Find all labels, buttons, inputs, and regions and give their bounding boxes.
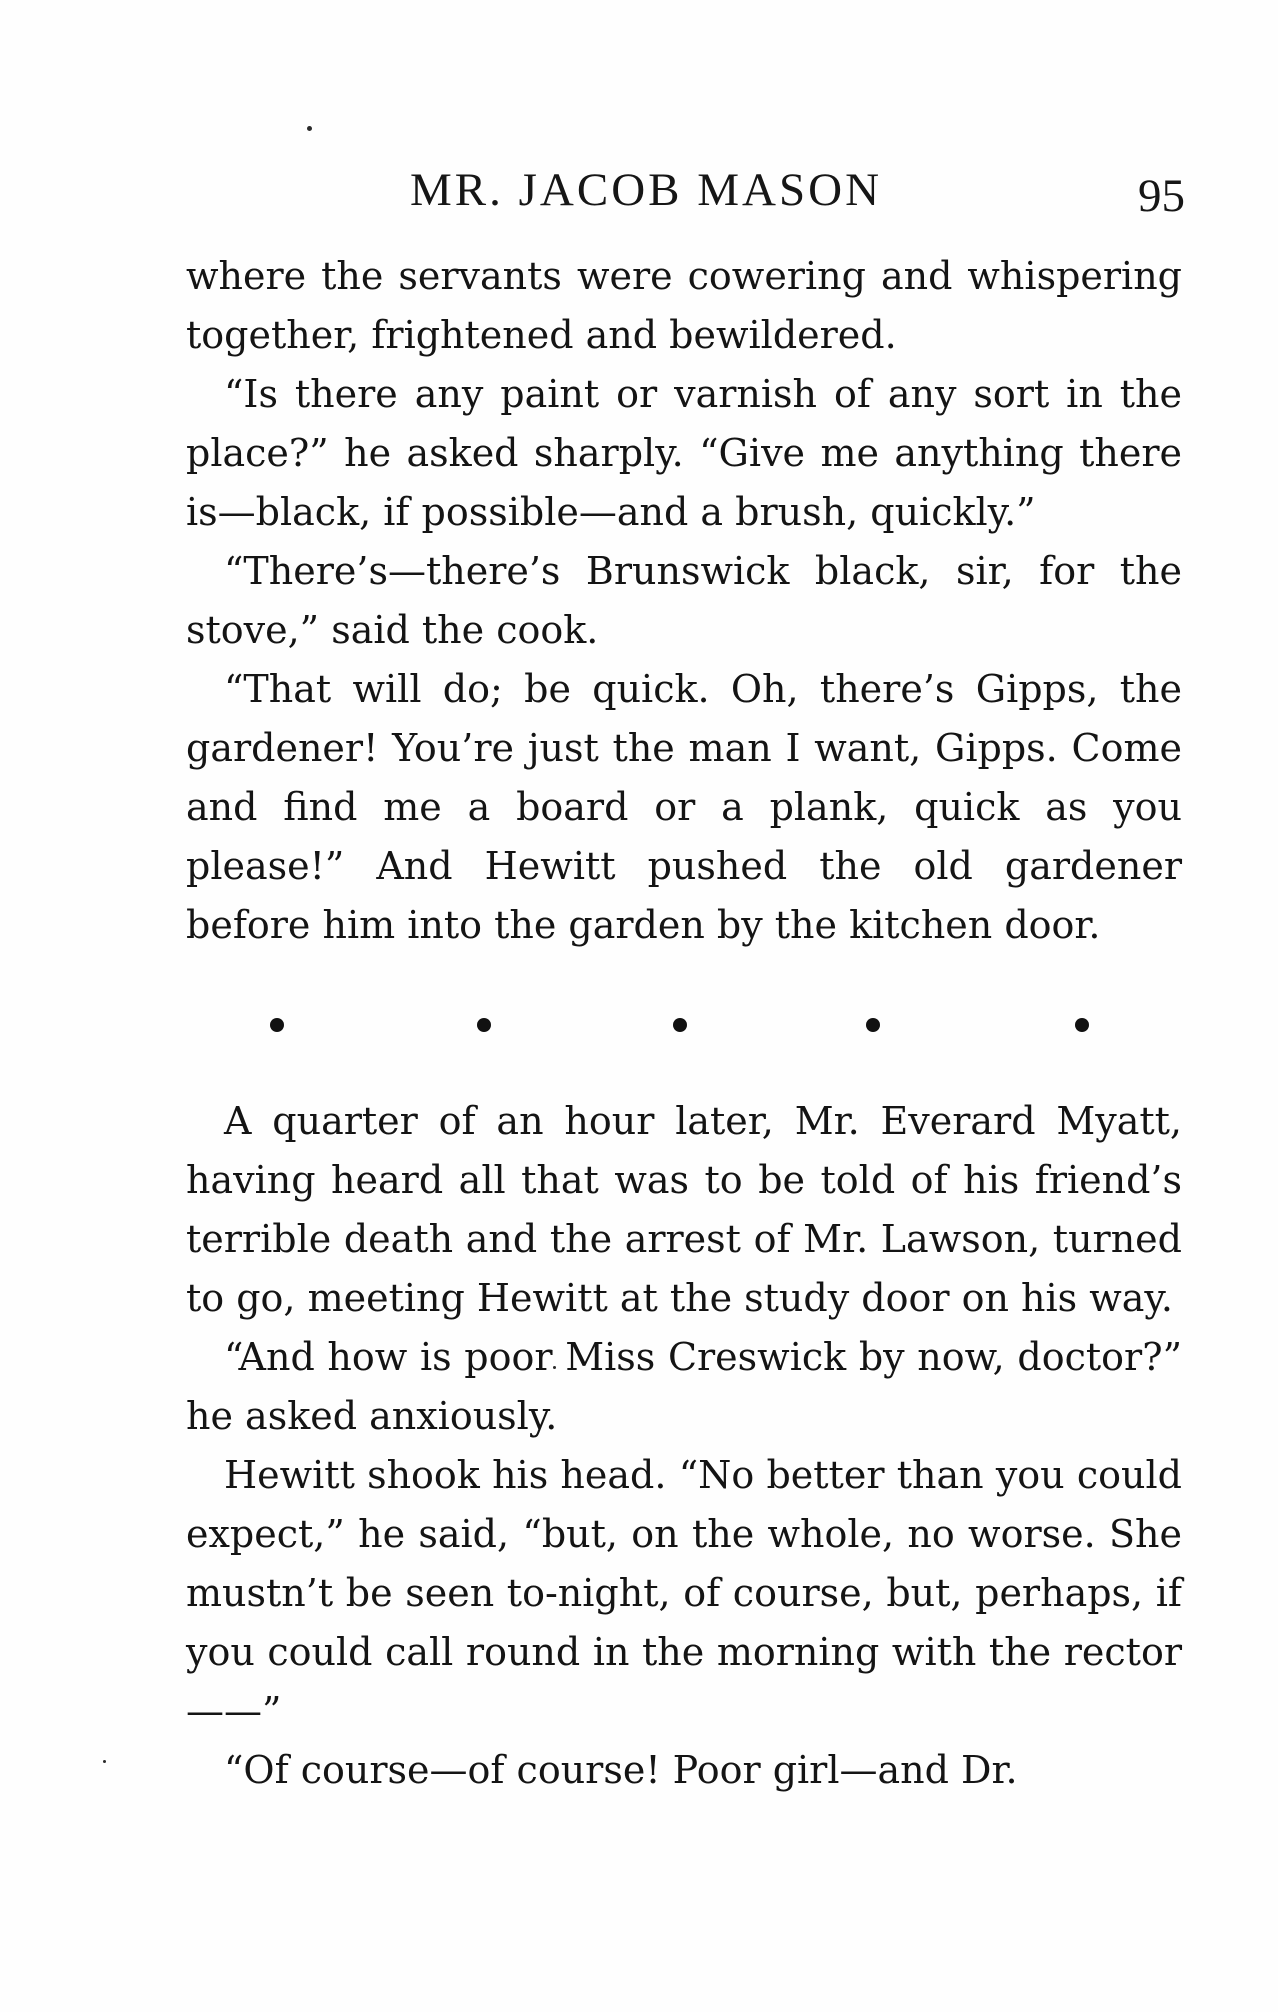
paragraph: “That will do; be quick. Oh, there’s Gipps, the gardener! You’re just the man I want, Gipps. Come and find me a board or a plank, quick as you please!” And Hewitt pushed the old gardener before him into the garden by the kitchen door.: [186, 667, 1182, 947]
text-block-bottom: [186, 1092, 1182, 1800]
paragraph: where the servants were cowering and whispering together, frightened and bewildered.: [186, 254, 1182, 357]
separator-dot: [477, 1018, 491, 1032]
print-speck: [103, 1760, 106, 1763]
paragraph: “Of course—of course! Poor girl—and Dr.: [224, 1748, 1018, 1792]
paragraph: Hewitt shook his head. “No better than you could expect,” he said, “but, on the whole, no worse. She mustn’t be seen to-night, of course, but, perhaps, if you could call round in the morning with the rector——”: [186, 1453, 1182, 1733]
section-break: [186, 1010, 1182, 1040]
page-number: 95: [1138, 170, 1185, 222]
paragraph: “Is there any paint or varnish of any sort in the place?” he asked sharply. “Give me anything there is—black, if possible—and a brush, quickly.”: [186, 372, 1182, 534]
separator-dot: [866, 1018, 880, 1032]
separator-dot: [673, 1018, 687, 1032]
paragraph: A quarter of an hour later, Mr. Everard Myatt, having heard all that was to be told of his friend’s terrible death and the arrest of Mr. Lawson, turned to go, meeting Hewitt at the study door on his way.: [186, 1099, 1182, 1320]
running-title: MR. JACOB MASON: [410, 164, 883, 216]
separator-dot: [1075, 1018, 1089, 1032]
paragraph: “There’s—there’s Brunswick black, sir, for the stove,” said the cook.: [186, 549, 1182, 652]
separator-dot: [270, 1018, 284, 1032]
print-speck: [307, 126, 312, 131]
text-block-top: [186, 247, 1182, 955]
page-header: [186, 163, 1186, 223]
paragraph: “And how is poor Miss Creswick by now, doctor?” he asked anxiously.: [186, 1335, 1182, 1438]
